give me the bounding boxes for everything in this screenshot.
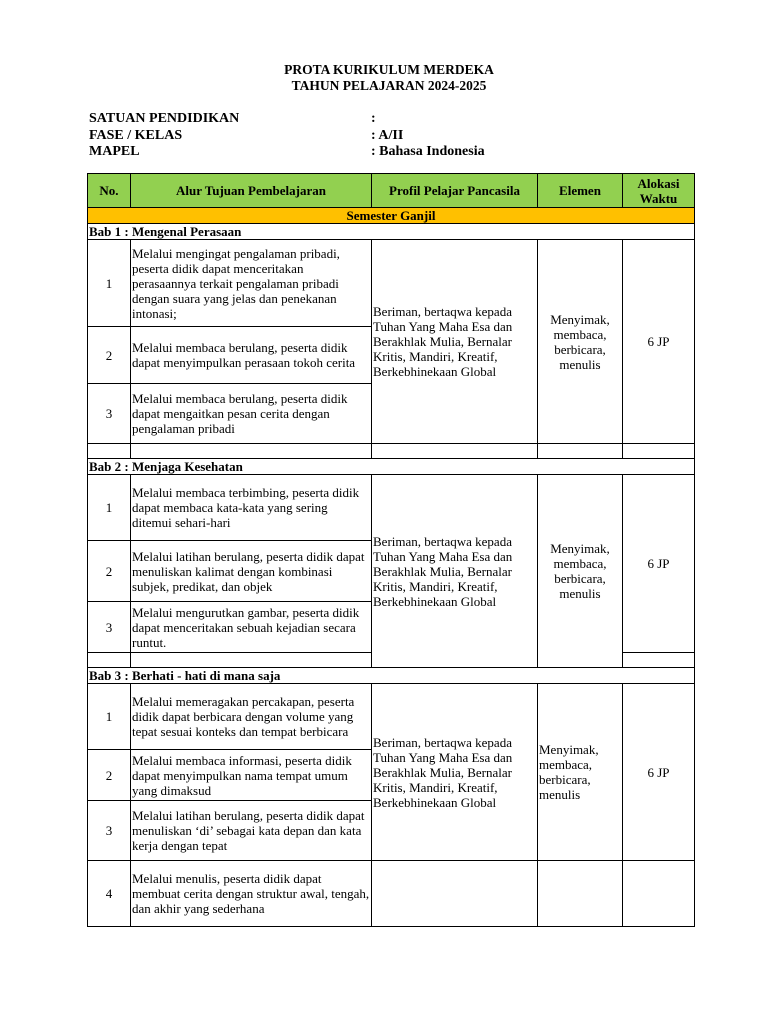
row-number: 1 [88,240,131,327]
chapter-profil: Beriman, bertaqwa kepada Tuhan Yang Maha Esa dan Berakhlak Mulia, Bernalar Kritis, Mandiri, Kreatif, Berkebhinekaan Global [372,475,538,668]
prota-table [87,173,695,927]
row-number: 3 [88,801,131,861]
row-objective: Melalui membaca berulang, peserta didik dapat menyimpulkan perasaan tokoh cerita [131,327,372,384]
row-objective: Melalui mengurutkan gambar, peserta didik dapat menceritakan sebuah kejadian secara runtut. [131,602,372,653]
meta-label: SATUAN PENDIDIKAN [89,111,240,126]
row-objective: Melalui membaca terbimbing, peserta didik dapat membaca kata-kata yang sering ditemui sehari-hari [131,475,372,541]
row-objective: Melalui latihan berulang, peserta didik dapat menuliskan kalimat dengan kombinasi subjek, predikat, dan objek [131,541,372,602]
chapter-row [88,459,695,475]
meta-value: : A/II [371,128,404,143]
document-subtitle: TAHUN PELAJARAN 2024-2025 [291,78,487,93]
chapter-elemen: Menyimak, membaca, berbicara, menulis [538,475,623,668]
chapter-title: Bab 3 : Berhati - hati di mana saja [88,668,695,684]
chapter-title: Bab 1 : Mengenal Perasaan [88,224,695,240]
semester-label: Semester Ganjil [88,208,695,224]
row-objective: Melalui menulis, peserta didik dapat membuat cerita dengan struktur awal, tengah, dan akhir yang sederhana [131,861,372,927]
row-number: 3 [88,602,131,653]
row-number: 2 [88,541,131,602]
chapter-elemen: Menyimak, membaca, berbicara, menulis [538,684,623,861]
document-title: PROTA KURIKULUM MERDEKA [284,62,494,77]
chapter-alokasi: 6 JP [623,240,695,444]
chapter-profil: Beriman, bertaqwa kepada Tuhan Yang Maha Esa dan Berakhlak Mulia, Bernalar Kritis, Mandiri, Kreatif, Berkebhinekaan Global [372,684,538,861]
header-elemen: Elemen [538,174,623,208]
empty-row [88,444,695,459]
row-number: 4 [88,861,131,927]
row-objective: Melalui membaca berulang, peserta didik dapat mengaitkan pesan cerita dengan pengalaman pribadi [131,384,372,444]
row-number: 2 [88,750,131,801]
row-objective: Melalui latihan berulang, peserta didik dapat menuliskan ‘di’ sebagai kata depan dan kata kerja dengan tepat [131,801,372,861]
header-profil: Profil Pelajar Pancasila [372,174,538,208]
meta-value: : Bahasa Indonesia [371,144,485,159]
header-no: No. [88,174,131,208]
meta-label: MAPEL [89,144,140,159]
table-header-row [88,174,695,208]
table-row [88,240,695,327]
table-row [88,475,695,541]
row-number: 1 [88,684,131,750]
row-objective: Melalui memeragakan percakapan, peserta didik dapat berbicara dengan volume yang tepat sesuai konteks dan tempat berbicara [131,684,372,750]
row-objective: Melalui membaca informasi, peserta didik dapat menyimpulkan nama tempat umum yang dimaksud [131,750,372,801]
table-row [88,684,695,750]
table-row [88,861,695,927]
chapter-alokasi: 6 JP [623,475,695,653]
chapter-title: Bab 2 : Menjaga Kesehatan [88,459,695,475]
row-number: 3 [88,384,131,444]
row-number: 2 [88,327,131,384]
chapter-row [88,224,695,240]
meta-label: FASE / KELAS [89,128,183,143]
meta-value: : [371,111,376,126]
chapter-elemen: Menyimak, membaca, berbicara, menulis [538,240,623,444]
chapter-profil: Beriman, bertaqwa kepada Tuhan Yang Maha Esa dan Berakhlak Mulia, Bernalar Kritis, Mandiri, Kreatif, Berkebhinekaan Global [372,240,538,444]
row-number: 1 [88,475,131,541]
header-alokasi: Alokasi Waktu [623,174,695,208]
semester-row [88,208,695,224]
header-atp: Alur Tujuan Pembelajaran [131,174,372,208]
chapter-row [88,668,695,684]
meta-mapel [89,144,485,160]
chapter-alokasi: 6 JP [623,684,695,861]
meta-satuan-pendidikan [89,111,376,127]
meta-fase-kelas [89,128,404,144]
row-objective: Melalui mengingat pengalaman pribadi, peserta didik dapat menceritakan perasaannya terkait pengalaman pribadi dengan suara yang jelas dan penekanan intonasi; [131,240,372,327]
